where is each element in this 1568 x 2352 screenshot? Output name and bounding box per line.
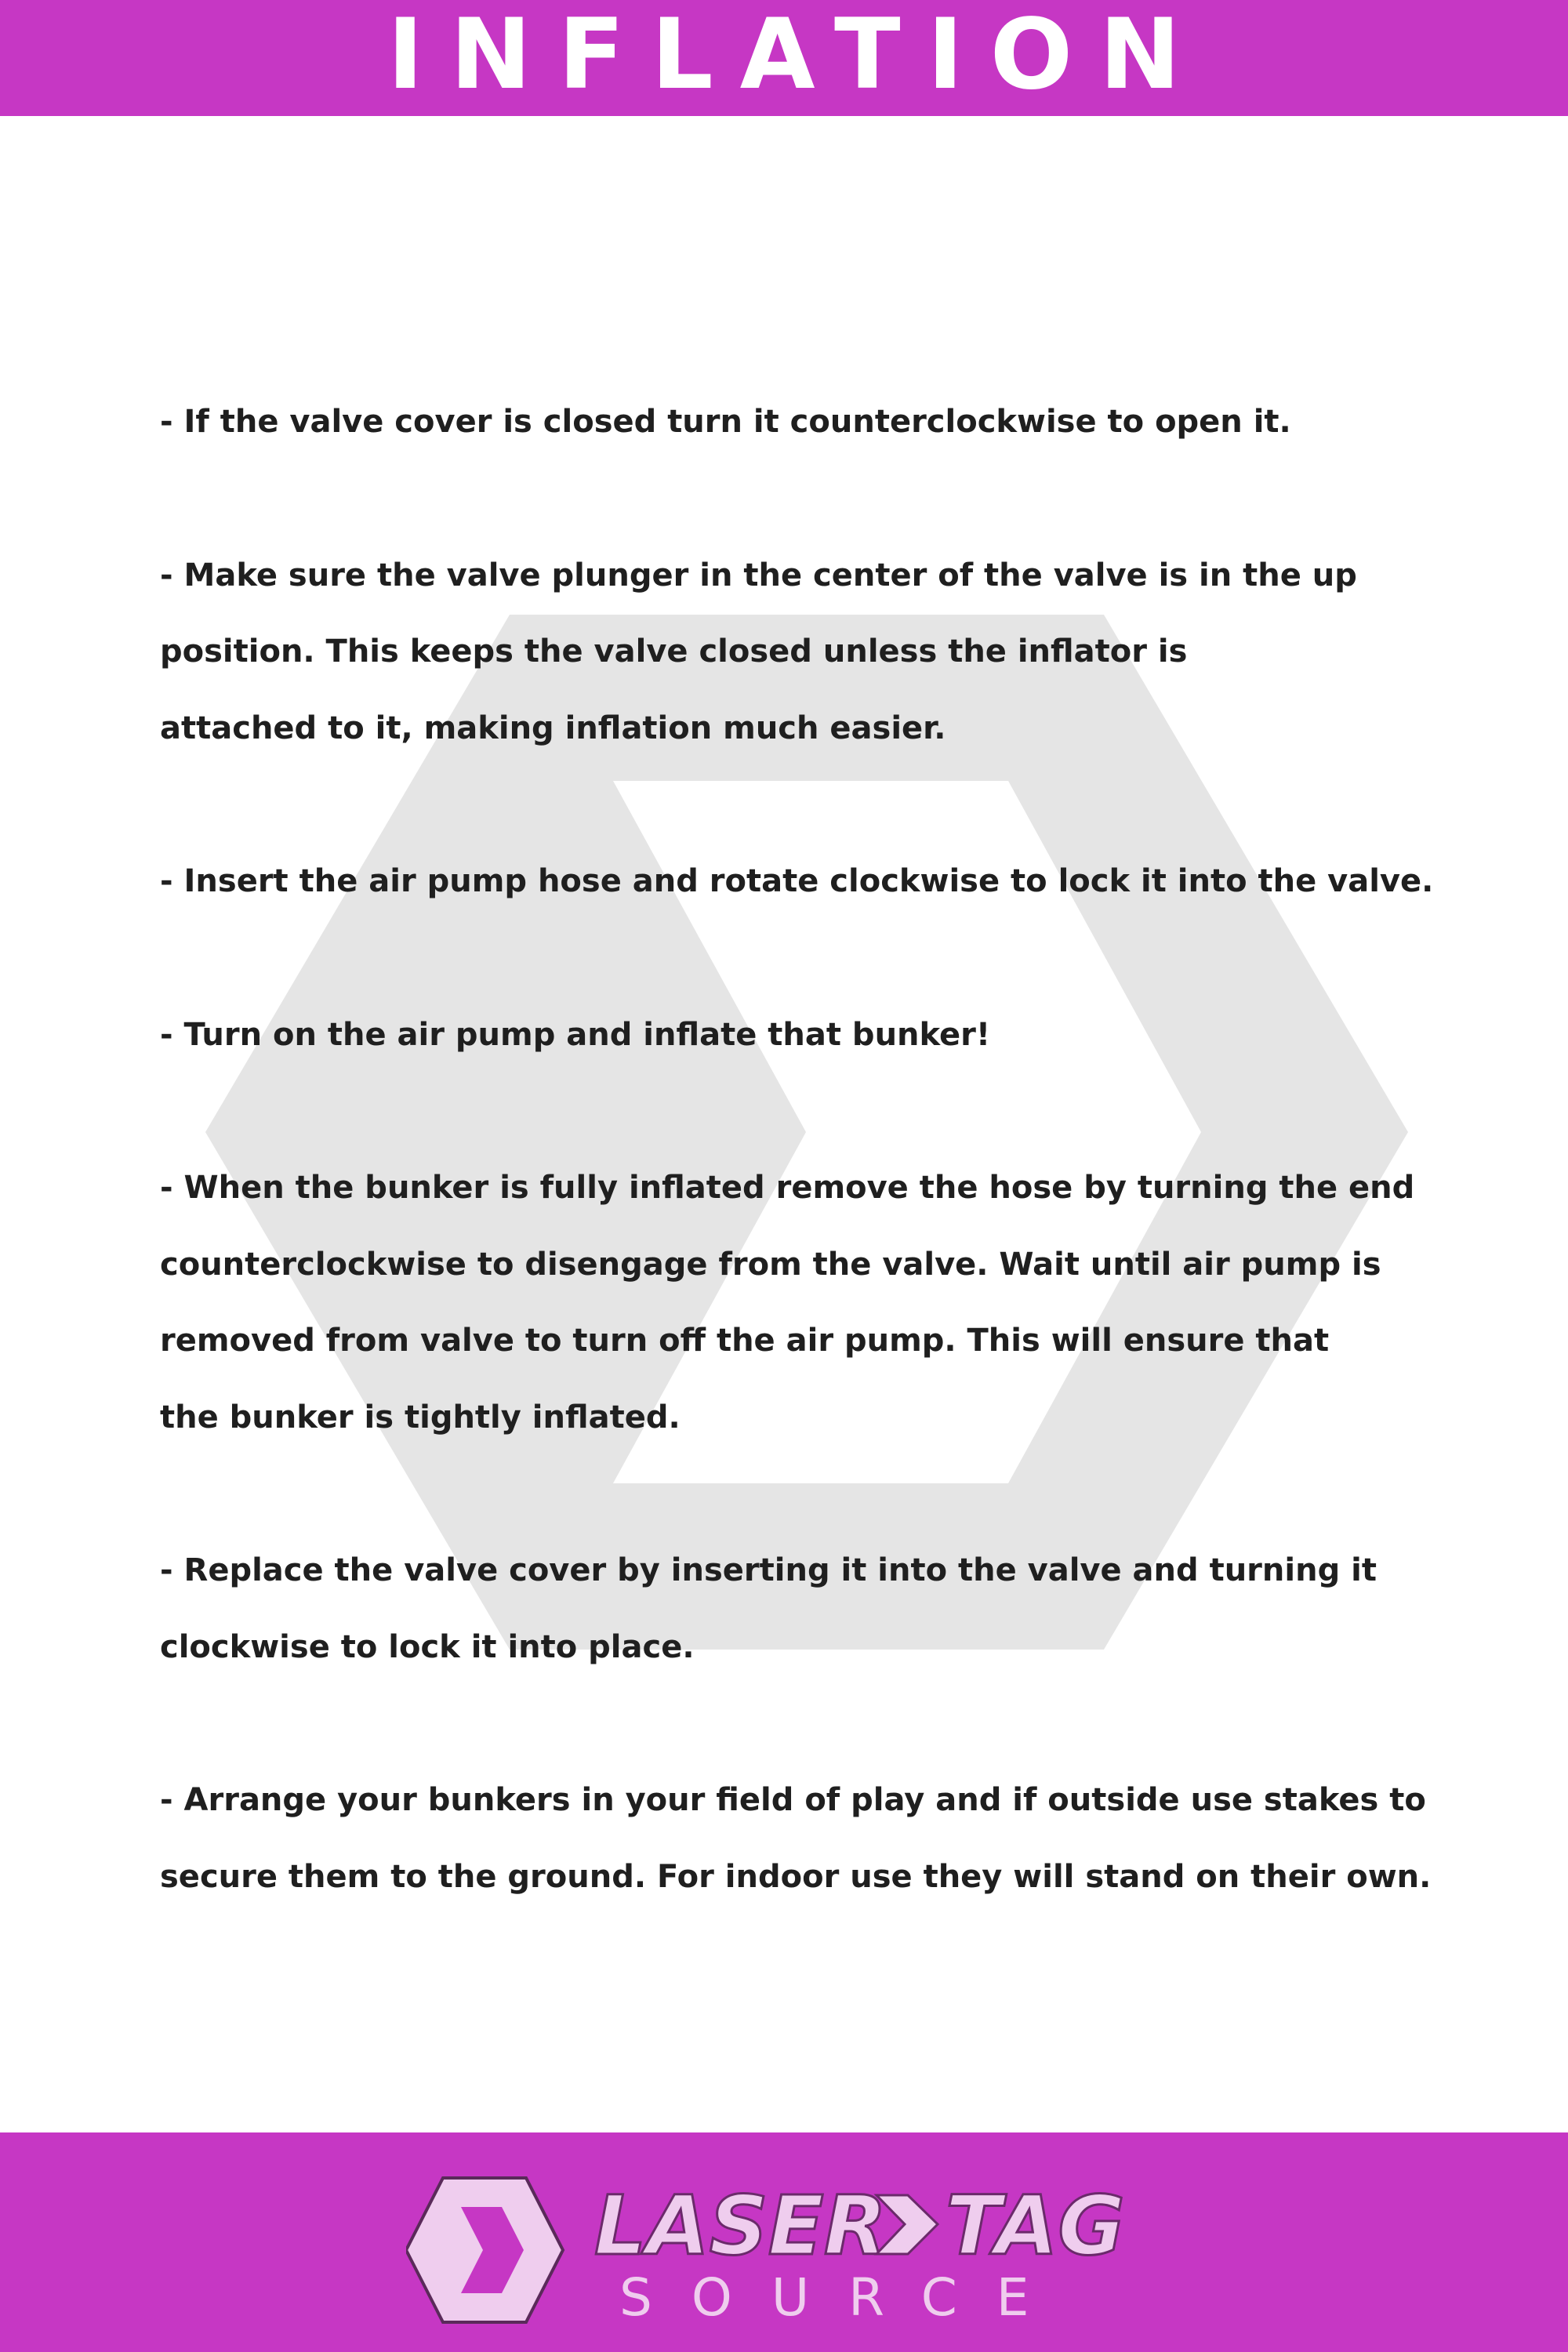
instruction-line: attached to it, making inflation much easier. — [160, 710, 946, 746]
instruction-line: - Insert the air pump hose and rotate clockwise to lock it into the valve. — [160, 863, 1434, 899]
instruction-line: - Make sure the valve plunger in the center of the valve is in the up — [160, 557, 1357, 593]
instruction-item — [160, 997, 1508, 1074]
hexagon-chevron-icon — [406, 2178, 563, 2322]
instruction-line: - Arrange your bunkers in your field of play and if outside use stakes to — [160, 1782, 1426, 1818]
logo-word-laser: LASER — [594, 2178, 887, 2274]
instruction-item — [160, 1150, 1508, 1456]
instruction-line: - Replace the valve cover by inserting it into the valve and turning it — [160, 1552, 1377, 1588]
footer-logo — [406, 2176, 1167, 2325]
instruction-line: - When the bunker is fully inflated remove the hose by turning the end — [160, 1170, 1415, 1206]
instruction-line: secure them to the ground. For indoor use they will stand on their own. — [160, 1858, 1432, 1895]
instruction-line: position. This keeps the valve closed unless the inflator is — [160, 633, 1188, 670]
header-bar — [0, 0, 1568, 116]
instruction-line: counterclockwise to disengage from the valve. Wait until air pump is — [160, 1246, 1381, 1283]
instructions-list — [160, 384, 1508, 1992]
instruction-item — [160, 1533, 1508, 1686]
instruction-item — [160, 1762, 1508, 1915]
instruction-line: removed from valve to turn off the air pump. This will ensure that — [160, 1323, 1330, 1359]
logo-word-source: SOURCE — [619, 2267, 1069, 2325]
instruction-line: - Turn on the air pump and inflate that bunker! — [160, 1016, 991, 1053]
instruction-item — [160, 538, 1508, 768]
page-title: INFLATION — [387, 0, 1207, 111]
instruction-line: the bunker is tightly inflated. — [160, 1399, 681, 1436]
instruction-item — [160, 384, 1508, 461]
instruction-item — [160, 844, 1508, 920]
instruction-line: - If the valve cover is closed turn it counterclockwise to open it. — [160, 404, 1291, 440]
instruction-line: clockwise to lock it into place. — [160, 1628, 695, 1665]
logo-word-tag: TAG — [946, 2178, 1125, 2274]
